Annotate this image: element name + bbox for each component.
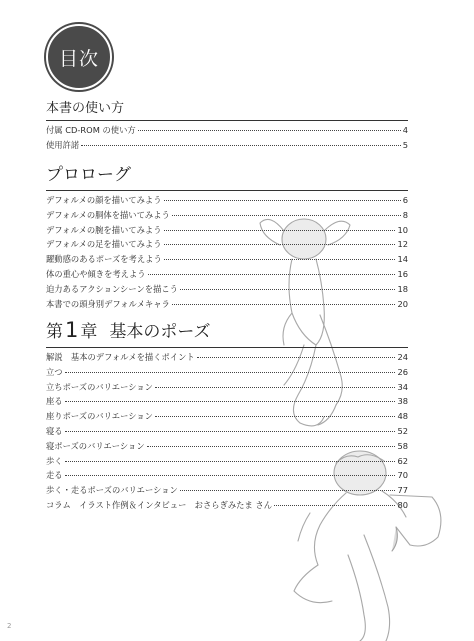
dot-leader (155, 387, 395, 388)
toc-entry[interactable] (46, 455, 408, 470)
dot-leader (65, 431, 396, 432)
entry-list (46, 124, 408, 154)
toc-entry[interactable] (46, 209, 408, 224)
entry-label: 本書での頭身別デフォルメキャラ (46, 298, 170, 309)
entry-label: デフォルメの腕を描いてみよう (46, 224, 162, 235)
entry-page: 26 (397, 366, 408, 377)
entry-page: 77 (397, 485, 408, 496)
chapter-prefix: 第 (46, 322, 63, 342)
entry-label: 歩く・走るポーズのバリエーション (46, 485, 178, 496)
dot-leader (65, 372, 396, 373)
entry-label: デフォルメの顔を描いてみよう (46, 195, 162, 205)
chapter-heading (46, 317, 408, 348)
entry-page: 48 (397, 411, 408, 422)
entry-list (46, 351, 408, 514)
entry-label: 座りポーズのバリエーション (46, 411, 153, 422)
entry-page: 18 (397, 283, 408, 294)
section-title: プロローグ (46, 160, 408, 191)
entry-page: 6 (402, 195, 408, 205)
toc-entry[interactable] (46, 224, 408, 239)
dot-leader (164, 244, 396, 245)
toc-entry[interactable] (46, 124, 408, 139)
dot-leader (197, 357, 396, 358)
entry-list (46, 194, 408, 312)
entry-label: 解説 基本のデフォルメを描くポイント (46, 352, 195, 362)
toc-entry[interactable] (46, 381, 408, 396)
dot-leader (164, 200, 401, 201)
entry-label: 躍動感のあるポーズを考えよう (46, 254, 162, 265)
toc-entry[interactable] (46, 351, 408, 366)
entry-page: 58 (397, 440, 408, 451)
toc-entry[interactable] (46, 499, 408, 514)
toc-entry[interactable] (46, 298, 408, 313)
chapter-number: 1 (65, 318, 79, 342)
dot-leader (148, 274, 396, 275)
entry-label: 迫力あるアクションシーンを描こう (46, 283, 178, 294)
entry-label: コラム イラスト作例＆インタビュー おさらぎみたま さん (46, 499, 272, 510)
dot-leader (138, 130, 401, 131)
entry-page: 38 (397, 396, 408, 407)
toc-entry[interactable] (46, 410, 408, 425)
dot-leader (65, 461, 396, 462)
dot-leader (65, 401, 396, 402)
entry-page: 20 (397, 298, 408, 309)
entry-page: 34 (397, 381, 408, 392)
entry-page: 70 (397, 470, 408, 481)
entry-page: 52 (397, 425, 408, 436)
dot-leader (180, 490, 396, 491)
dot-leader (274, 505, 395, 506)
toc-entry[interactable] (46, 425, 408, 440)
toc-entry[interactable] (46, 194, 408, 209)
toc-entry[interactable] (46, 238, 408, 253)
entry-label: 寝ポーズのバリエーション (46, 440, 145, 451)
chapter-suffix: 章 (80, 322, 98, 342)
toc-entry[interactable] (46, 283, 408, 298)
toc-entry[interactable] (46, 440, 408, 455)
entry-page: 12 (397, 239, 408, 250)
entry-label: 立ちポーズのバリエーション (46, 381, 153, 392)
entry-page: 8 (402, 209, 408, 220)
toc-entry[interactable] (46, 366, 408, 381)
entry-page: 80 (397, 499, 408, 510)
section-title: 基本のポーズ (109, 322, 211, 342)
entry-page: 4 (402, 125, 408, 135)
section-prologue (46, 160, 408, 312)
toc-entry[interactable] (46, 253, 408, 268)
toc-entry[interactable] (46, 484, 408, 499)
toc-entry[interactable] (46, 395, 408, 410)
entry-label: 付属 CD-ROM の使い方 (46, 125, 136, 135)
dot-leader (164, 230, 396, 231)
footer-page-number: 2 (7, 622, 12, 630)
toc-entry[interactable] (46, 469, 408, 484)
dot-leader (180, 289, 395, 290)
dot-leader (172, 215, 401, 216)
section-how-to-use (46, 97, 408, 154)
entry-label: 体の重心や傾きを考えよう (46, 268, 146, 279)
dot-leader (81, 145, 401, 146)
dot-leader (172, 304, 396, 305)
entry-page: 62 (397, 455, 408, 466)
toc-title: 目次 (58, 47, 99, 70)
dot-leader (155, 416, 395, 417)
entry-label: 座る (46, 396, 63, 407)
toc-entry[interactable] (46, 139, 408, 154)
section-title: 本書の使い方 (46, 97, 408, 121)
entry-label: 歩く (46, 455, 63, 466)
entry-page: 10 (397, 224, 408, 235)
entry-label: 走る (46, 470, 63, 481)
entry-label: 立つ (46, 366, 63, 377)
entry-label: 使用許諾 (46, 139, 80, 150)
entry-label: デフォルメの胴体を描いてみよう (46, 209, 170, 220)
toc-entry[interactable] (46, 268, 408, 283)
toc-title-badge (46, 24, 112, 90)
section-chapter-1 (46, 317, 408, 514)
entry-page: 24 (397, 352, 408, 362)
entry-page: 16 (397, 268, 408, 279)
entry-page: 14 (397, 254, 408, 265)
entry-label: 寝る (46, 425, 63, 436)
entry-page: 5 (402, 139, 408, 150)
entry-label: デフォルメの足を描いてみよう (46, 239, 162, 250)
dot-leader (147, 446, 396, 447)
dot-leader (164, 259, 396, 260)
dot-leader (65, 475, 396, 476)
